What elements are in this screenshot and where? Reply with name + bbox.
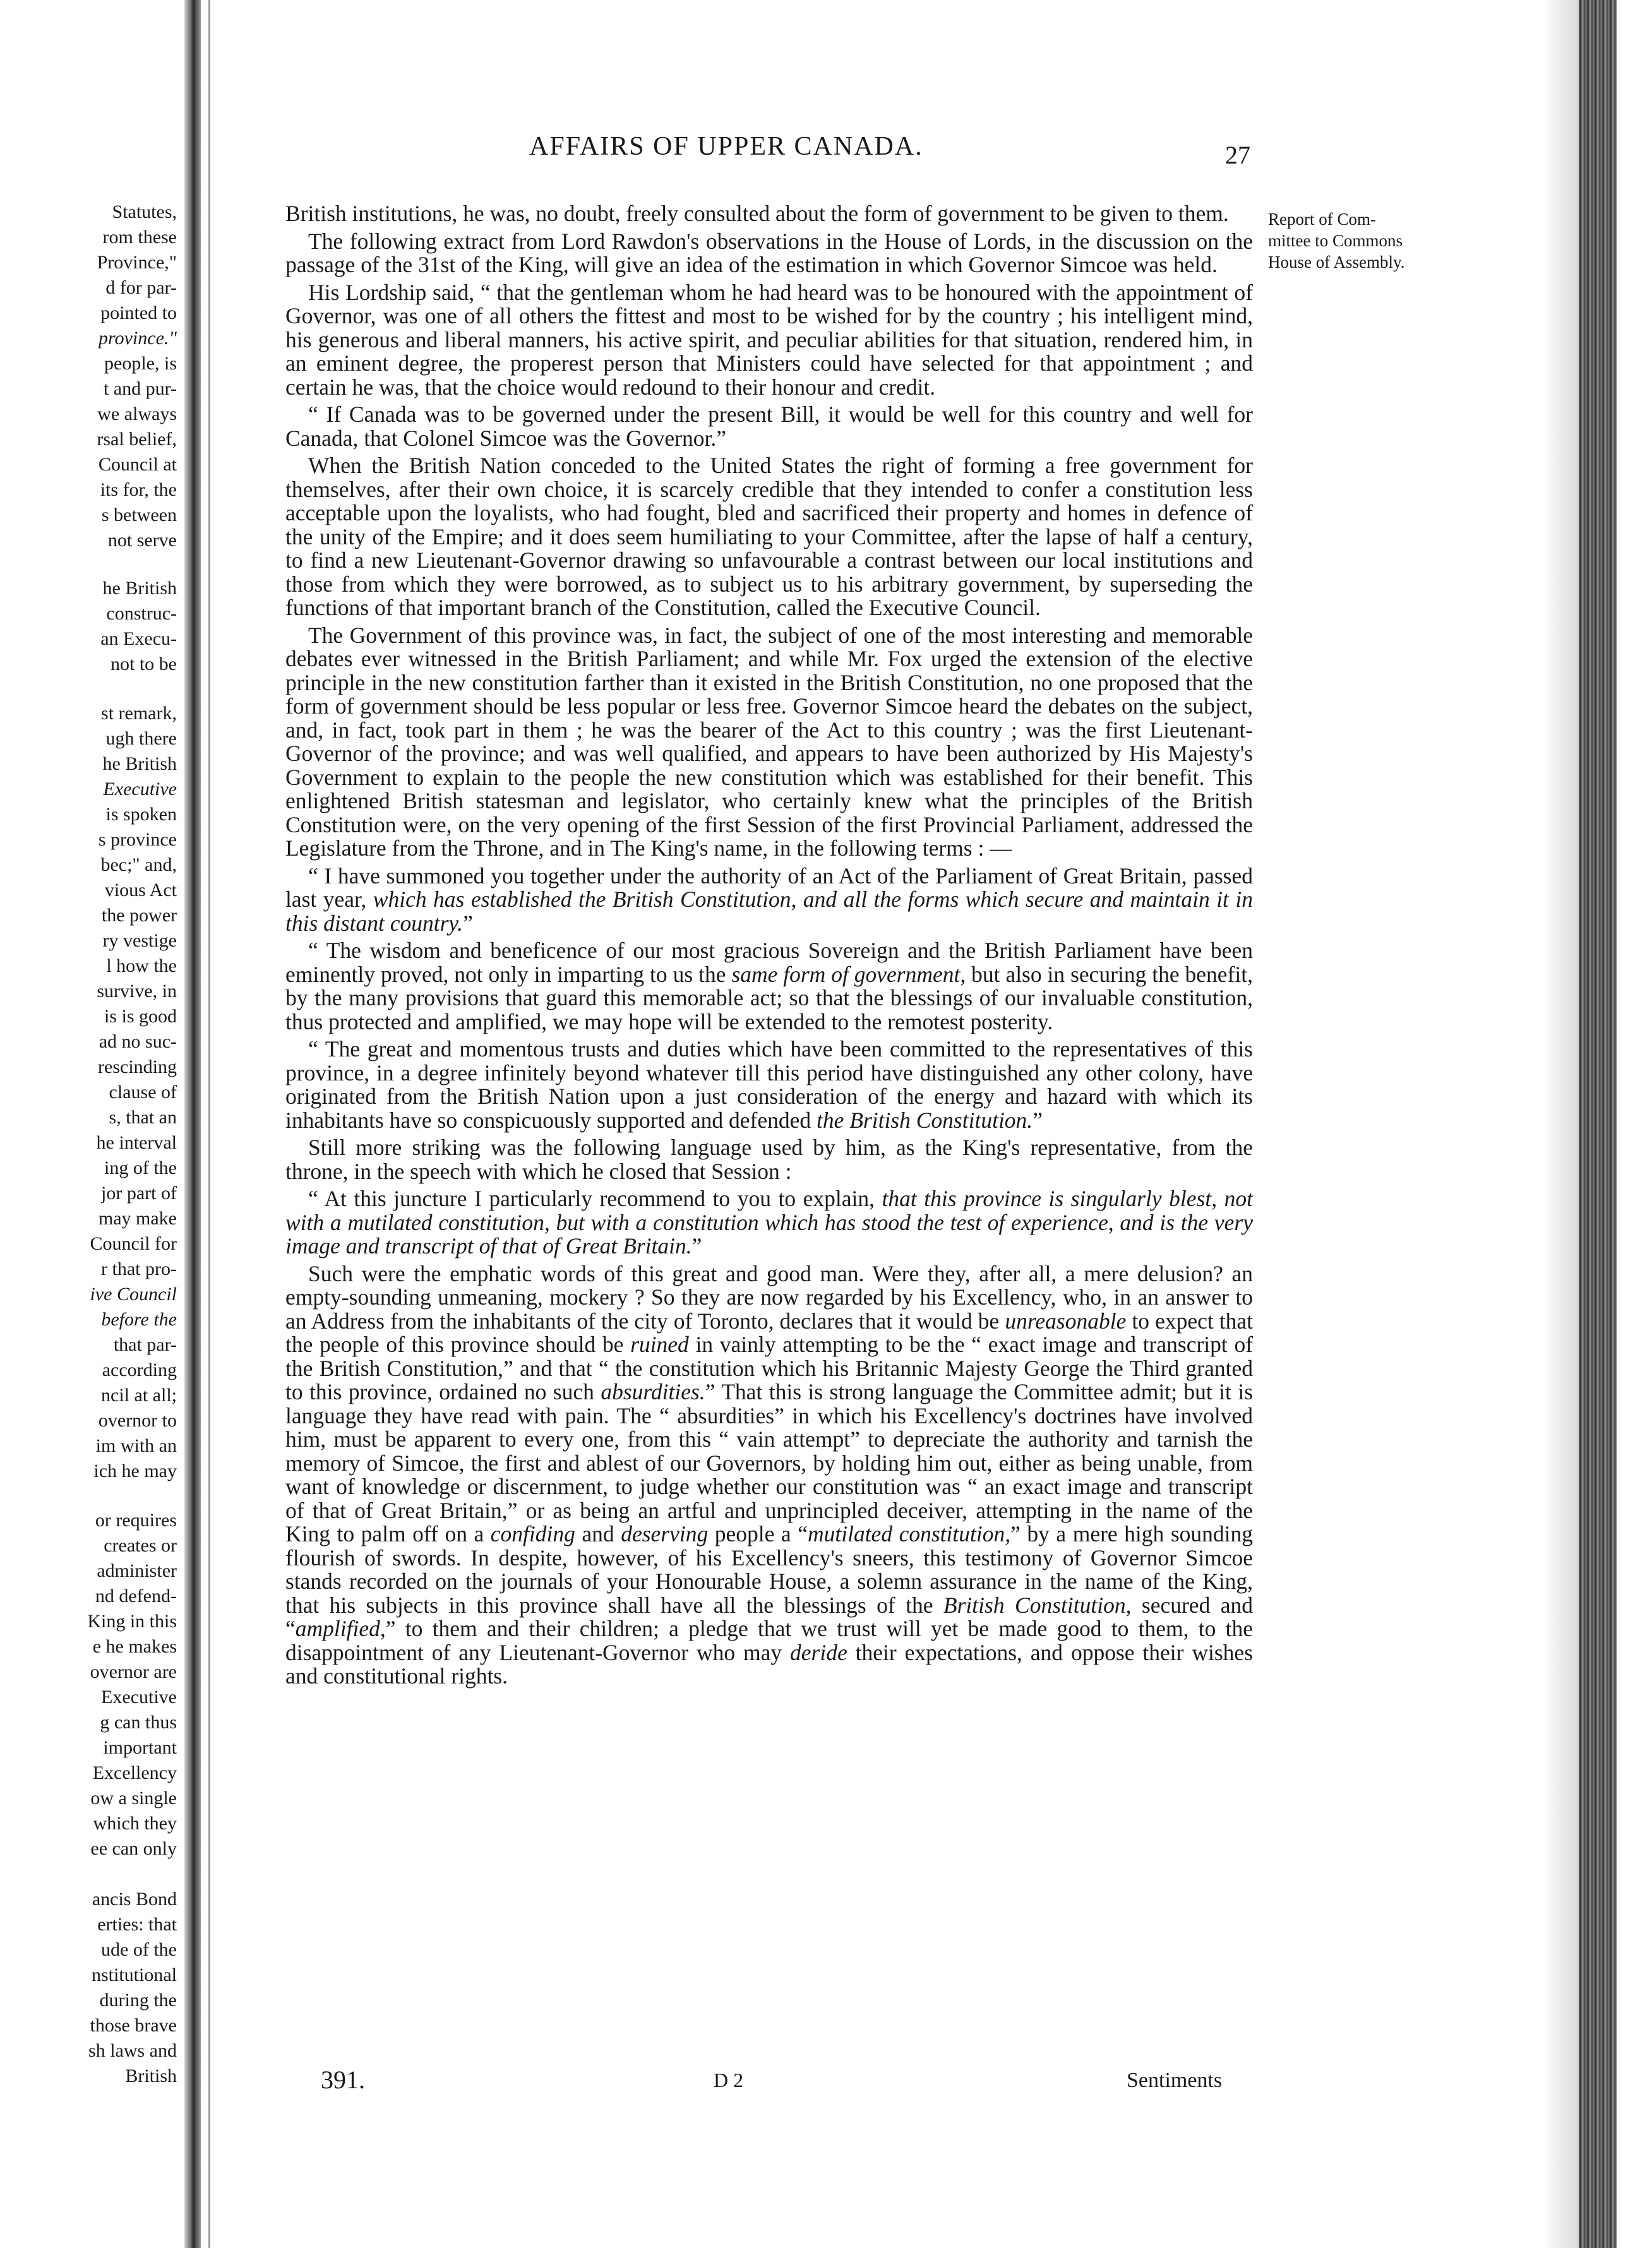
italic-emphasis: mutilated constitution, (807, 1521, 1011, 1546)
facing-page-line: according (102, 1360, 177, 1380)
facing-page-line: we always (97, 404, 177, 424)
sheet-mark: 391. (321, 2066, 365, 2094)
main-text (285, 202, 1253, 1692)
facing-page-line: not to be (111, 654, 177, 674)
running-head: AFFAIRS OF UPPER CANADA. (529, 132, 923, 161)
italic-emphasis: confiding (490, 1521, 575, 1546)
facing-page-line: those brave (90, 2015, 177, 2036)
facing-page-line: he interval (96, 1132, 177, 1153)
facing-page-line: t and pur- (103, 378, 177, 399)
margin-note-line: House of Assembly. (1268, 253, 1405, 272)
facing-page-line: ow a single (90, 1788, 177, 1809)
facing-page-line: may make (98, 1208, 177, 1229)
facing-page-line: survive, in (97, 981, 177, 1001)
facing-page-line: an Execu- (100, 628, 177, 649)
facing-page-line: im with an (95, 1435, 177, 1456)
italic-emphasis: deserving (621, 1521, 709, 1546)
facing-page-line: during the (99, 1990, 177, 2011)
facing-page-line: he British (102, 753, 177, 774)
page-edge-shadow (1541, 0, 1579, 2248)
paragraph: The following extract from Lord Rawdon's observations in the House of Lords, in the discussion on the passage of the 31st of the King, will give an idea of the estimation in which Governor Simcoe was held. (285, 228, 1253, 277)
facing-page-line: or requires (95, 1510, 177, 1531)
quotation-paragraph: “ At this juncture I particularly recommend to you to explain, that this province is singularly blest, not with a mutilated constitution, but with a constitution which has stood the test of experience, and is the very image and transcript of that of Great Britain.” (285, 1186, 1253, 1259)
facing-page-line: ugh there (105, 728, 177, 749)
facing-page-line: construc- (106, 603, 177, 624)
margin-note (1268, 208, 1457, 273)
facing-page-line: he British (102, 578, 177, 599)
facing-page-line: nd defend- (95, 1586, 177, 1606)
facing-page-line: overnor are (90, 1661, 177, 1682)
facing-page-line: creates or (104, 1535, 177, 1556)
italic-emphasis: ruined (630, 1332, 689, 1357)
facing-page-text-fragment (0, 0, 177, 2248)
facing-page-line: s province (98, 829, 177, 850)
facing-page-line: ich he may (93, 1461, 177, 1481)
facing-page-line: rom these (102, 227, 177, 248)
italic-emphasis: same form of government, (731, 961, 966, 987)
italic-emphasis: that this province is singularly blest, not with a mutilated constitution, but with a constitution which has stood the test of experience, and is the very image and transcript of that of Great Britain. (285, 1186, 1253, 1259)
facing-page-line: ee can only (90, 1838, 177, 1859)
facing-page-line: the power (101, 905, 177, 926)
facing-page-line: Statutes, (112, 201, 177, 222)
paragraph: Such were the emphatic words of this great and good man. Were they, after all, a mere delusion? an empty-sounding unmeaning, mockery ? So they are now regarded by his Excellency, who, in an answer to an Address from the inhabitants of the city of Toronto, declares that it would be unreasonable to expect that the people of this province should be ruined in vainly attempting to be the “ exact image and transcript of the British Constitution,” and that “ the constitution which his Britannic Majesty George the Third granted to this province, ordained no such absurdities.” That this is strong language the Committee admit; but it is language they have read with pain. The “ absurdities” in which his Excellency's doctrines have involved him, must be apparent to every one, from this “ vain attempt” to depreciate the authority and tarnish the memory of Simcoe, the first and ablest of our Governors, by holding him out, either as being unable, from want of knowledge or discernment, to judge whether our constitution was “ an exact image and transcript of that of Great Britain,” or as being an artful and unprincipled deceiver, attempting in the name of the King to palm off on a confiding and deserving people a “mutilated constitution,” by a mere high sounding flourish of swords. In despite, however, of his Excellency's sneers, this testimony of Governor Simcoe stands recorded on the journals of your Honourable House, a solemn assurance in the name of the King, that his subjects in this province shall have all the blessings of the British Constitution, secured and “amplified,” to them and their children; a pledge that we trust will yet be made good to them, to the disappointment of any Lieutenant-Governor who may deride their expectations, and oppose their wishes and constitutional rights. (285, 1260, 1254, 1689)
facing-page-line: province." (99, 328, 177, 349)
facing-page-line: ad no suc- (99, 1031, 177, 1052)
page-number: 27 (1225, 141, 1250, 169)
quotation-paragraph: “ I have summoned you together under the authority of an Act of the Parliament of Great Britain, passed last year, which has established the British Constitution, and all the forms which secure and maintain it in this distant country.” (285, 863, 1253, 936)
facing-page-line: ing of the (104, 1157, 177, 1178)
facing-page-line: g can thus (100, 1712, 177, 1733)
facing-page-line: Excellency (92, 1762, 177, 1783)
italic-emphasis: which has established the British Constitution, and all the forms which secure and maintain it in this distant country. (285, 887, 1253, 936)
italic-emphasis: absurdities. (601, 1379, 705, 1404)
facing-page-line: d for par- (105, 277, 177, 298)
facing-page-line: ry vestige (102, 930, 177, 951)
facing-page-line: King in this (87, 1611, 177, 1632)
facing-page-line: bec;" and, (100, 854, 177, 875)
facing-page-line: rescinding (98, 1056, 177, 1077)
facing-page-line: rsal belief, (97, 429, 177, 450)
italic-emphasis: unreasonable (1005, 1308, 1127, 1334)
paragraph: His Lordship said, “ that the gentleman whom he had heard was to be honoured with the appointment of Governor, was one of all others the fittest and most to be wished for by the country ; his intelligent mind, his generous and liberal manners, his active spirit, and peculiar abilities for that situation, rendered him, in an eminent degree, the properest person that Ministers could have selected for that appointment ; and certain he was, that the choice would redound to their honour and credit. (285, 279, 1253, 400)
paragraph: The Government of this province was, in fact, the subject of one of the most interesting and memorable debates ever witnessed in the British Parliament; and while Mr. Fox urged the extension of the elective principle in the new constitution farther than it existed in the British Constitution, no one proposed that the form of government should be less popular or less free. Governor Simcoe heard the debates on the subject, and, in fact, took part in them ; he was the bearer of the Act to this country ; was the first Lieutenant-Governor of the province; and was well qualified, and appears to have been authorized by His Majesty's Government to explain to the people the new constitution which was established for their benefit. This enlightened British statesman and legislator, who certainly knew what the principles of the British Constitution were, on the very opening of the first Session of the first Provincial Parliament, addressed the Legislature from the Throne, and in The King's name, in the following terms : — (285, 622, 1253, 861)
facing-page-line: overnor to (98, 1410, 177, 1431)
catchword: Sentiments (1127, 2069, 1223, 2092)
facing-page-line: important (103, 1737, 177, 1758)
margin-note-line: Report of Com- (1268, 210, 1376, 229)
facing-page-line: Executive (101, 1687, 177, 1707)
facing-page-line: r that pro- (101, 1259, 177, 1279)
facing-page-line: before the (101, 1309, 177, 1330)
facing-page-line: s between (101, 505, 177, 525)
facing-page-line: st remark, (101, 703, 177, 724)
facing-page-line: Province," (97, 252, 177, 273)
margin-note-line: mittee to Commons (1268, 231, 1403, 250)
facing-page-line: which they (93, 1813, 177, 1834)
paragraph: British institutions, he was, no doubt, freely consulted about the form of government to be given to them. (285, 201, 1229, 226)
page-fold-line (208, 0, 210, 2248)
book-page-edges (1579, 0, 1617, 2248)
facing-page-line: clause of (109, 1082, 177, 1103)
italic-emphasis: British Constitution, (943, 1592, 1132, 1618)
facing-page-line: ude of the (101, 1939, 177, 1960)
paragraph: Still more striking was the following language used by him, as the King's representative, from the throne, in the speech with which he closed that Session : (285, 1135, 1253, 1184)
facing-page-line: erties: that (97, 1914, 177, 1935)
facing-page-line: l how the (106, 955, 177, 976)
facing-page-line: nstitutional (92, 1964, 177, 1985)
facing-page-line: ancis Bond (92, 1889, 177, 1910)
book-binding-gutter (184, 0, 201, 2248)
facing-page-line: administer (97, 1560, 177, 1581)
facing-page-line: e he makes (92, 1636, 177, 1657)
italic-emphasis: deride (790, 1639, 847, 1665)
paragraph: When the British Nation conceded to the United States the right of forming a free government for themselves, after their own choice, it is scarcely credible that they intended to confer a constitution less acceptable upon the loyalists, who had fought, bled and sacrificed their property and homes in defence of the unity of the Empire; and it does seem humiliating to your Committee, after the lapse of half a century, to find a new Lieutenant-Governor drawing so unfavourable a contrast between our local institutions and those from which they were borrowed, as to subject us to his arbitrary government, by superseding the functions of that important branch of the Constitution, called the Executive Council. (285, 453, 1253, 620)
facing-page-line: not serve (107, 530, 177, 551)
paragraph: “ If Canada was to be governed under the present Bill, it would be well for this country and well for Canada, that Colonel Simcoe was the Governor.” (285, 402, 1253, 451)
facing-page-line: ncil at all; (101, 1385, 177, 1406)
facing-page-line: British (125, 2066, 177, 2086)
facing-page-line: Council for (90, 1233, 177, 1254)
italic-emphasis: amplified (295, 1616, 380, 1641)
signature-mark: D 2 (714, 2069, 744, 2091)
quotation-paragraph: “ The wisdom and beneficence of our most gracious Sovereign and the British Parliament have been eminently proved, not only in imparting to us the same form of government, but also in securing the benefit, by the many provisions that guard this memorable act; so that the blessings of our invaluable constitution, thus protected and amplified, we may hope will be extended to the remotest posterity. (285, 938, 1253, 1034)
facing-page-line: jor part of (101, 1183, 177, 1204)
facing-page-line: people, is (104, 353, 177, 374)
facing-page-line: vious Act (104, 880, 177, 900)
facing-page-line: is is good (104, 1006, 177, 1027)
facing-page-line: s, that an (109, 1107, 177, 1128)
italic-emphasis: the British Constitution. (816, 1107, 1033, 1133)
facing-page-line: Executive (103, 779, 177, 799)
facing-page-line: ive Council (90, 1284, 177, 1305)
facing-page-line: is spoken (105, 804, 177, 825)
facing-page-line: that par- (113, 1334, 177, 1355)
facing-page-line: Council at (98, 454, 177, 475)
facing-page-line: sh laws and (88, 2040, 177, 2061)
quotation-paragraph: “ The great and momentous trusts and duties which have been committed to the representatives of this province, in a degree infinitely beyond whatever till this period have distinguished any other colony, have originated from the British Nation upon a just consideration of the energy and hazard with which its inhabitants have so conspicuously supported and defended the British Constitution.” (285, 1036, 1253, 1133)
facing-page-line: pointed to (100, 302, 177, 323)
facing-page-line: its for, the (100, 479, 177, 500)
